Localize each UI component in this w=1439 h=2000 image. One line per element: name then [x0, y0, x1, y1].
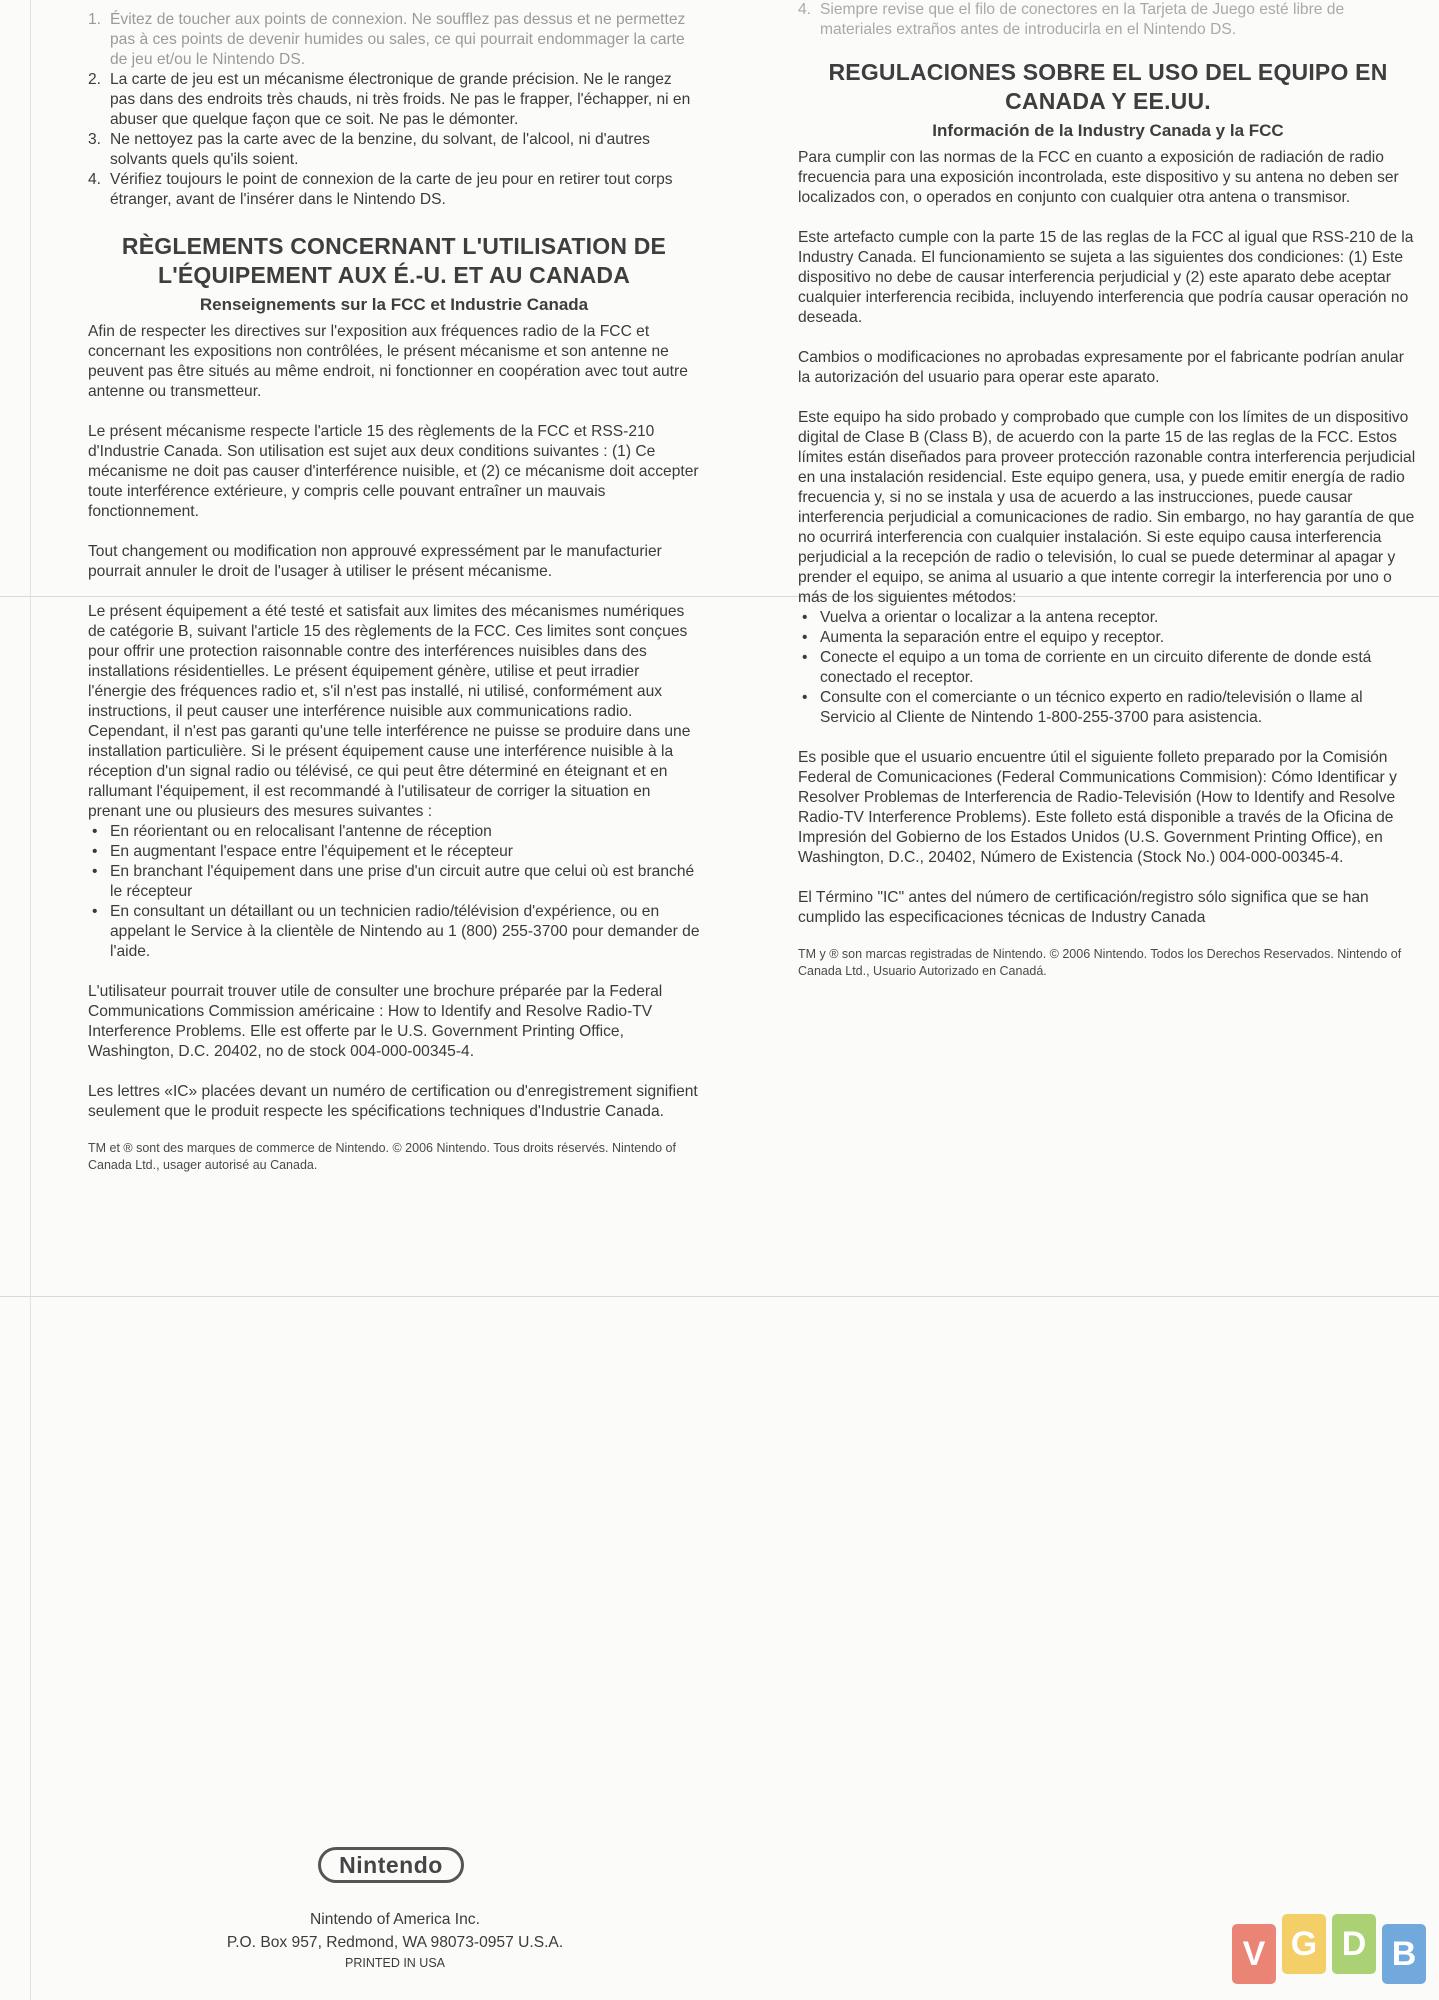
spanish-column — [798, 0, 1418, 980]
legal-notice: TM et ® sont des marques de commerce de Nintendo. © 2006 Nintendo. Tous droits réservés. Nintendo of Canada Ltd., usager autorisé au Canada. — [88, 1141, 676, 1172]
bullet-item — [798, 628, 1418, 648]
paragraph: Les lettres «IC» placées devant un numéro de certification ou d'enregistrement signifient seulement que le produit respecte les spécifications techniques d'Industrie Canada. — [88, 1083, 698, 1120]
care-item — [88, 130, 700, 170]
french-column — [88, 10, 700, 1174]
watermark-letter: D — [1332, 1914, 1376, 1974]
care-item — [88, 70, 700, 130]
bullet-item — [88, 862, 700, 902]
bullet-item — [88, 842, 700, 862]
legal-notice: TM y ® son marcas registradas de Nintendo. © 2006 Nintendo. Todos los Derechos Reservados. Nintendo of Canada Ltd., Usuario Autorizado en Canadá. — [798, 947, 1402, 978]
care-item-text: Siempre revise que el filo de conectores en la Tarjeta de Juego esté libre de materiales extraños antes de introducirla en el Nintendo DS. — [820, 1, 1345, 38]
item-number: 3. — [88, 131, 102, 148]
bullet-icon: • — [802, 649, 808, 666]
care-item — [88, 10, 700, 70]
bullet-text: En branchant l'équipement dans une prise d'un circuit autre que celui où est branché le récepteur — [110, 863, 695, 900]
paragraph: Este artefacto cumple con la parte 15 de las reglas de la FCC al igual que RSS-210 de la Industry Canada. El funcionamiento se sujeta a las siguientes dos condiciones: (1) Este dispositivo no debe de causar interferencia perjudicial y (2) este aparato debe aceptar cualquier interferencia recibida, incluyendo interferencia que podría causar operación no deseada. — [798, 229, 1414, 326]
care-item — [798, 0, 1418, 40]
page-edge — [30, 0, 31, 2000]
bullet-item — [88, 822, 700, 842]
publisher-address — [160, 1908, 630, 1972]
paragraph: Tout changement ou modification non approuvé expressément par le manufacturier pourrait annuler le droit de l'usager à utiliser le présent mécanisme. — [88, 543, 662, 580]
paragraph: Para cumplir con las normas de la FCC en cuanto a exposición de radiación de radio frecuencia para una exposición incontrolada, este dispositivo y su antena no deben ser localizados con, o operados en conjunto con cualquier otra antena o transmisor. — [798, 149, 1399, 206]
bullet-item — [798, 608, 1418, 628]
item-number: 4. — [798, 1, 812, 18]
bullet-text: En consultant un détaillant ou un technicien radio/télévision d'expérience, ou en appelant le Service à la clientèle de Nintendo au 1 (800) 255-3700 pour demander de l'aide. — [110, 903, 700, 960]
bullet-icon: • — [802, 689, 808, 706]
item-number: 2. — [88, 71, 102, 88]
postal-address: P.O. Box 957, Redmond, WA 98073-0957 U.S.A. — [226, 1934, 564, 1951]
bullet-list — [798, 608, 1418, 728]
paragraph: L'utilisateur pourrait trouver utile de consulter une brochure préparée par la Federal Communications Commission américaine : How to Identify and Resolve Radio-TV Interference Problems. Elle est offerte par le U.S. Government Printing Office, Washington, D.C. 20402, no de stock 004-000-00345-4. — [88, 983, 663, 1060]
bullet-text: Conecte el equipo a un toma de corriente en un circuito diferente de donde está conectado el receptor. — [820, 649, 1372, 686]
paragraph: El Término "IC" antes del número de certificación/registro sólo significa que se han cumplido las especificaciones técnicas de Industry Canada — [798, 889, 1369, 926]
paragraph: Le présent équipement a été testé et satisfait aux limites des mécanismes numériques de catégorie B, suivant l'article 15 des règlements de la FCC. Ces limites sont conçues pour offrir une protection raisonnable contre des interférences nuisibles dans des installations résidentielles. Le présent équipement génère, utilise et peut irradier l'énergie des fréquences radio et, s'il n'est pas installé, ni utilisé, conformément aux instructions, il peut causer une interférence nuisible aux communications radio. Cependant, il n'est pas garanti qu'une telle interférence ne puisse se produire dans une installation particulière. Si le présent équipement cause une interférence nuisible à la réception d'un signal radio ou télévisé, ce qui peut être déterminé en éteignant et en rallumant l'équipement, il est recommandé à l'utilisateur de corriger la situation en prenant une ou plusieurs des mesures suivantes : — [88, 603, 691, 820]
paragraph: Afin de respecter les directives sur l'exposition aux fréquences radio de la FCC et concernant les expositions non contrôlées, le présent mécanisme et son antenne ne peuvent pas être situés au même endroit, ni fonctionner en coopération avec tout autre antenne ou transmetteur. — [88, 323, 688, 400]
bullet-item — [798, 648, 1418, 688]
bullet-icon: • — [802, 629, 808, 646]
bullet-icon: • — [92, 823, 98, 840]
care-item-text: Vérifiez toujours le point de connexion de la carte de jeu pour en retirer tout corps étranger, avant de l'insérer dans le Nintendo DS. — [110, 171, 673, 208]
bullet-icon: • — [802, 609, 808, 626]
company-name: Nintendo of America Inc. — [310, 1911, 480, 1928]
watermark-letter: B — [1382, 1924, 1426, 1984]
section-subheading: Renseignements sur la FCC et Industrie Canada — [199, 295, 589, 314]
nintendo-logo — [318, 1847, 468, 1887]
bullet-item — [88, 902, 700, 962]
care-item-text: La carte de jeu est un mécanisme électronique de grande précision. Ne le rangez pas dans des endroits très chauds, ni très froids. Ne pas le frapper, l'échapper, ni en abuser que quelque façon que ce soit. Ne pas le démonter. — [110, 71, 691, 128]
watermark-letter: G — [1282, 1914, 1326, 1974]
paragraph: Le présent mécanisme respecte l'article 15 des règlements de la FCC et RSS-210 d'Industrie Canada. Son utilisation est sujet aux deux conditions suivantes : (1) Ce mécanisme ne doit pas causer d'interférence nuisible, et (2) ce mécanisme doit accepter toute interférence extérieure, y compris celle pouvant entraîner un mauvais fonctionnement. — [88, 423, 699, 520]
bullet-icon: • — [92, 843, 98, 860]
watermark-letter: V — [1232, 1924, 1276, 1984]
fold-crease — [0, 1296, 1439, 1297]
bullet-text: Aumenta la separación entre el equipo y receptor. — [820, 629, 1165, 646]
bullet-text: En réorientant ou en relocalisant l'antenne de réception — [110, 823, 492, 840]
bullet-list — [88, 822, 700, 962]
section-subheading: Información de la Industry Canada y la FCC — [932, 121, 1284, 140]
printed-in: PRINTED IN USA — [344, 1956, 445, 1970]
item-number: 4. — [88, 171, 102, 188]
care-item — [88, 170, 700, 210]
bullet-text: Vuelva a orientar o localizar a la antena receptor. — [820, 609, 1159, 626]
bullet-text: En augmentant l'espace entre l'équipement et le récepteur — [110, 843, 513, 860]
vgdb-watermark — [1232, 1914, 1432, 1994]
bullet-item — [798, 688, 1418, 728]
care-item-text: Ne nettoyez pas la carte avec de la benzine, du solvant, de l'alcool, ni d'autres solvants quels qu'ils soient. — [110, 131, 650, 168]
paragraph: Es posible que el usuario encuentre útil el siguiente folleto preparado por la Comisión Federal de Comunicaciones (Federal Communications Commision): Cómo Identificar y Resolver Problemas de Interferencia de Radio-Televisión (How to Identify and Resolve Radio-TV Interference Problems). Este folleto está disponible a través de la Oficina de Impresión del Gobierno de los Estados Unidos (U.S. Government Printing Office), en Washington, D.C., 20402, Número de Existencia (Stock No.) 004-000-00345-4. — [798, 749, 1397, 866]
bullet-text: Consulte con el comerciante o un técnico experto en radio/televisión o llame al Servicio al Cliente de Nintendo 1-800-255-3700 para asistencia. — [820, 689, 1363, 726]
bullet-icon: • — [92, 863, 98, 880]
care-list — [88, 10, 700, 210]
item-number: 1. — [88, 11, 102, 28]
section-heading: REGULACIONES SOBRE EL USO DEL EQUIPO EN CANADA Y EE.UU. — [828, 59, 1388, 114]
care-item-text: Évitez de toucher aux points de connexion. Ne soufflez pas dessus et ne permettez pas à ces points de devenir humides ou sales, ce qui pourrait endommager la carte de jeu et/ou le Nintendo DS. — [110, 11, 686, 68]
logo-text: Nintendo — [318, 1847, 464, 1883]
section-heading: RÈGLEMENTS CONCERNANT L'UTILISATION DE L'ÉQUIPEMENT AUX É.-U. ET AU CANADA — [121, 233, 667, 288]
bullet-icon: • — [92, 903, 98, 920]
paragraph: Cambios o modificaciones no aprobadas expresamente por el fabricante podrían anular la autorización del usuario para operar este aparato. — [798, 349, 1404, 386]
paragraph: Este equipo ha sido probado y comprobado que cumple con los límites de un dispositivo digital de Clase B (Class B), de acuerdo con la parte 15 de las reglas de la FCC. Estos límites están diseñados para proveer protección razonable contra interferencia perjudicial en una instalación residencial. Este equipo genera, usa, y puede emitir energía de radio frecuencia y, si no se instala y usa de acuerdo a las instrucciones, puede causar interferencia perjudicial a comunicaciones de radio. Sin embargo, no hay garantía de que no ocurrirá interferencia con cualquier instalación. Si este equipo causa interferencia perjudicial a la recepción de radio o televisión, lo cual se puede determinar al apagar y prender el equipo, se anima al usuario a que intente corregir la interferencia por uno o más de los siguientes métodos: — [798, 409, 1416, 606]
care-list — [798, 0, 1418, 40]
